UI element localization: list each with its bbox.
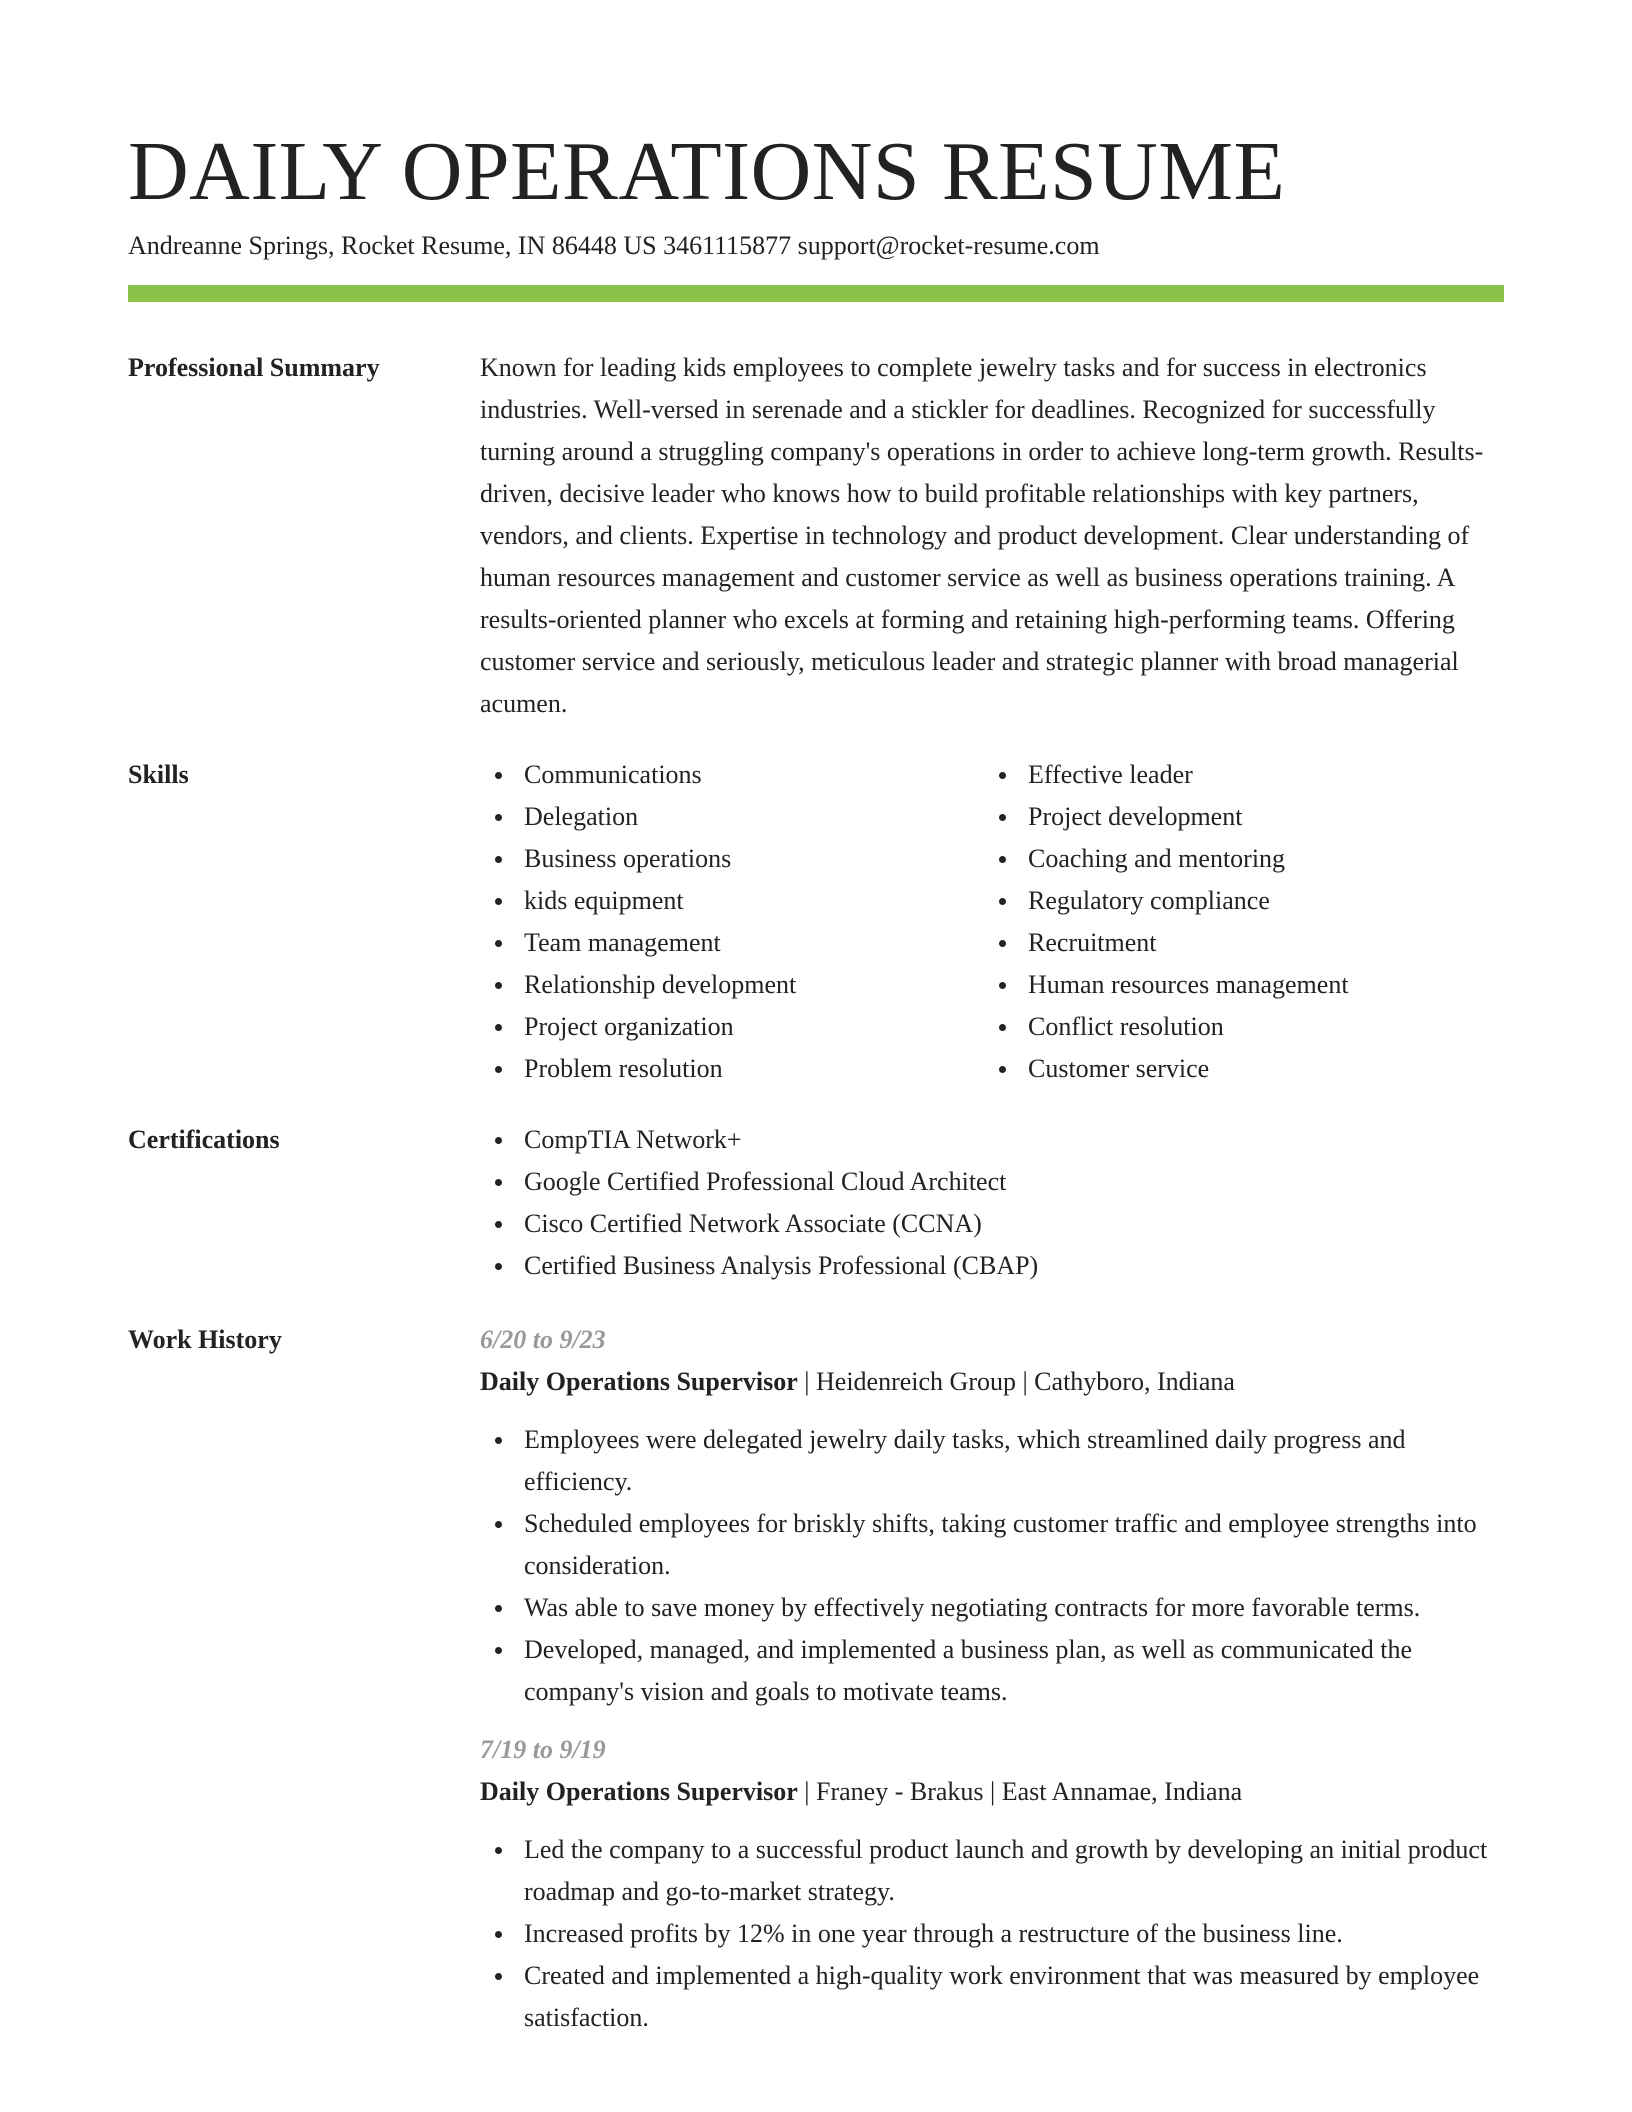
contact-line: Andreanne Springs, Rocket Resume, IN 86448 US 3461115877 support@rocket-resume.com: [128, 231, 1100, 260]
certification-item: Cisco Certified Network Associate (CCNA): [480, 1203, 1504, 1245]
skills-label: Skills: [128, 760, 189, 789]
work-history-label: Work History: [128, 1325, 282, 1354]
job-bullet: Developed, managed, and implemented a business plan, as well as communicated the company's vision and goals to motivate teams.: [480, 1629, 1504, 1713]
job-bullets: [480, 1419, 1504, 1713]
skills-body: [480, 754, 1504, 1090]
resume-title: DAILY OPERATIONS RESUME: [128, 125, 1286, 218]
certifications-body: [480, 1119, 1504, 1287]
skill-item: Effective leader: [984, 754, 1488, 796]
skill-item: Communications: [480, 754, 984, 796]
resume-header: [128, 118, 1504, 266]
skill-item: Project development: [984, 796, 1488, 838]
job-title: Daily Operations Supervisor: [480, 1367, 798, 1396]
summary-body: [480, 347, 1504, 725]
summary-text: Known for leading kids employees to complete jewelry tasks and for success in electronics industries. Well-versed in serenade and a stickler for deadlines. Recognized for successfully turning around a struggling company's operations in order to achieve long-term growth. Results-driven, decisive leader who knows how to build profitable relationships with key partners, vendors, and clients. Expertise in technology and product development. Clear understanding of human resources management and customer service as well as business operations training. A results-oriented planner who excels at forming and retaining high-performing teams. Offering customer service and seriously, meticulous leader and strategic planner with broad managerial acumen.: [480, 353, 1484, 718]
skill-item: Delegation: [480, 796, 984, 838]
job-heading: [480, 1771, 1504, 1813]
certification-item: CompTIA Network+: [480, 1119, 1504, 1161]
skill-item: Recruitment: [984, 922, 1488, 964]
job-bullet: Created and implemented a high-quality work environment that was measured by employee satisfaction.: [480, 1955, 1504, 2039]
job-bullets: [480, 1829, 1504, 2039]
skills-list-left: [480, 754, 984, 1090]
skill-item: Regulatory compliance: [984, 880, 1488, 922]
job-details: | Heidenreich Group | Cathyboro, Indiana: [797, 1367, 1235, 1396]
job-heading: [480, 1361, 1504, 1403]
skill-item: Project organization: [480, 1006, 984, 1048]
job-bullet: Increased profits by 12% in one year through a restructure of the business line.: [480, 1913, 1504, 1955]
header-divider: [128, 285, 1504, 302]
skill-item: Relationship development: [480, 964, 984, 1006]
certification-item: Google Certified Professional Cloud Architect: [480, 1161, 1504, 1203]
skill-item: Business operations: [480, 838, 984, 880]
job-entry: [480, 1729, 1504, 2039]
skill-item: Customer service: [984, 1048, 1488, 1090]
job-details: | Franey - Brakus | East Annamae, Indiana: [797, 1777, 1243, 1806]
certifications-label: Certifications: [128, 1125, 280, 1154]
job-dates: 7/19 to 9/19: [480, 1735, 606, 1764]
skill-item: Conflict resolution: [984, 1006, 1488, 1048]
job-bullet: Led the company to a successful product launch and growth by developing an initial product roadmap and go-to-market strategy.: [480, 1829, 1504, 1913]
job-bullet: Was able to save money by effectively negotiating contracts for more favorable terms.: [480, 1587, 1504, 1629]
skill-item: Team management: [480, 922, 984, 964]
skill-item: Human resources management: [984, 964, 1488, 1006]
summary-label: Professional Summary: [128, 353, 380, 382]
skill-item: Problem resolution: [480, 1048, 984, 1090]
job-bullet: Employees were delegated jewelry daily tasks, which streamlined daily progress and efficiency.: [480, 1419, 1504, 1503]
certification-item: Certified Business Analysis Professional (CBAP): [480, 1245, 1504, 1287]
skill-item: Coaching and mentoring: [984, 838, 1488, 880]
skills-list-right: [984, 754, 1488, 1090]
job-bullet: Scheduled employees for briskly shifts, taking customer traffic and employee strengths into consideration.: [480, 1503, 1504, 1587]
work-history-body: [480, 1319, 1504, 2039]
job-entry: [480, 1319, 1504, 1713]
job-dates: 6/20 to 9/23: [480, 1325, 606, 1354]
certifications-list: [480, 1119, 1504, 1287]
job-title: Daily Operations Supervisor: [480, 1777, 798, 1806]
skill-item: kids equipment: [480, 880, 984, 922]
